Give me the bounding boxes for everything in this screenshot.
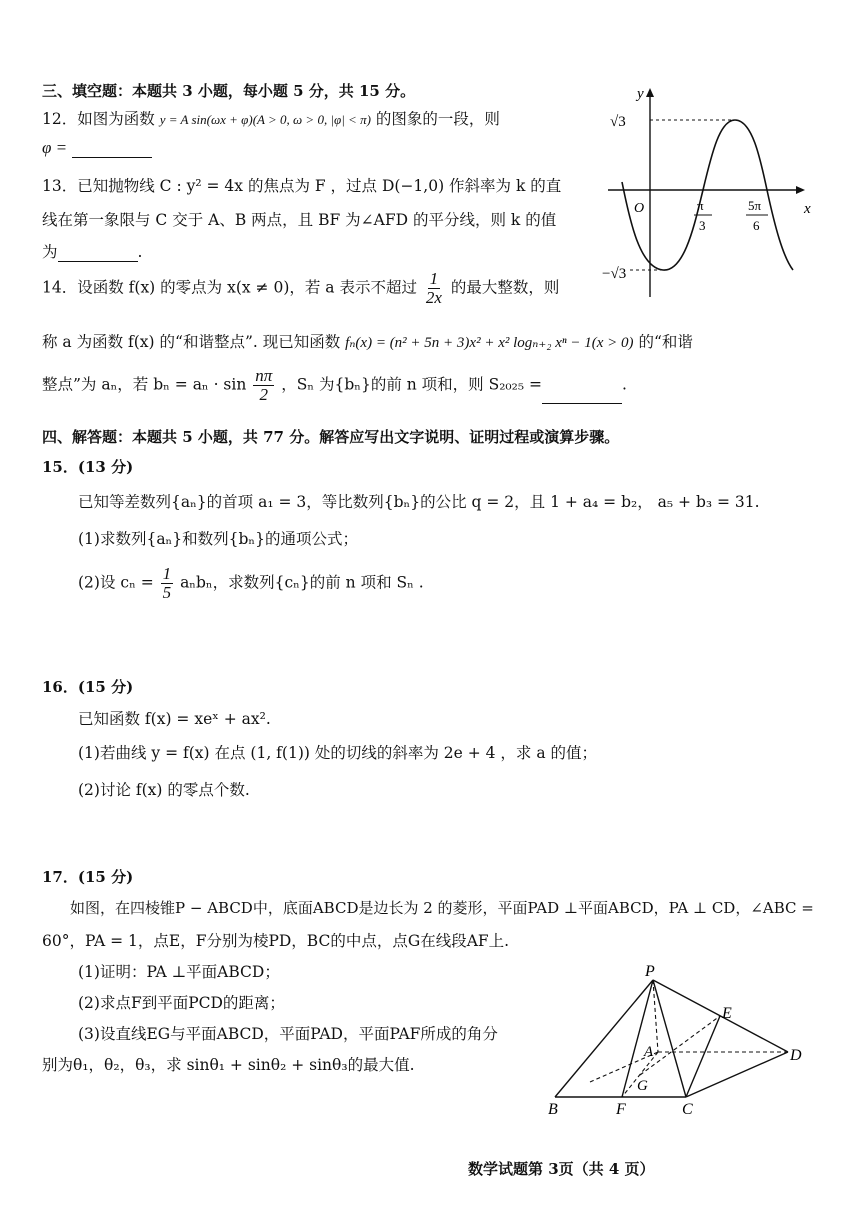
answer-blank — [72, 141, 152, 158]
question-15-part-1: (1)求数列{aₙ}和数列{bₙ}的通项公式； — [78, 530, 358, 548]
function-formula: y = A sin(ωx + φ)(A > 0, ω > 0, |φ| < π) — [159, 112, 371, 127]
vertex-label-E: E — [722, 1005, 732, 1022]
sine-graph-figure — [600, 82, 815, 302]
question-13-line-2: 线在第一象限与 C 交于 A、B 两点，且 BF 为∠AFD 的平分线，则 k 的值 — [42, 211, 557, 229]
question-text: 的最大整数，则 — [450, 278, 560, 297]
question-text: 设函数 f(x) 的零点为 x(x ≠ 0)，若 a 表示不超过 — [77, 278, 417, 297]
question-17-part-2: (2)求点F到平面PCD的距离； — [78, 994, 285, 1012]
vertex-label-A: A — [644, 1044, 654, 1060]
vertex-label-B: B — [548, 1101, 558, 1118]
fraction-numerator: nπ — [255, 366, 273, 385]
y-axis-arrow — [646, 88, 654, 97]
vertex-label-D: D — [790, 1047, 802, 1064]
fraction-denominator: 2 — [259, 384, 269, 404]
question-15-part-2 — [78, 565, 424, 602]
edge-PD — [653, 980, 788, 1052]
question-text: 已知抛物线 C : y² = 4x 的焦点为 F ，过点 D(−1,0) 作斜率为 k 的直 — [77, 177, 562, 195]
tick-label-5pi-6-den: 6 — [753, 218, 760, 233]
edge-PC — [653, 980, 686, 1097]
fraction — [253, 367, 274, 404]
y-min-label: −√3 — [602, 266, 627, 282]
question-17-part-1: (1)证明：PA ⊥平面ABCD； — [78, 963, 280, 981]
fraction — [161, 565, 174, 602]
question-12 — [42, 107, 500, 129]
question-14-line-2 — [42, 330, 693, 352]
tick-label-pi-3-num: π — [697, 198, 704, 213]
tick-label-5pi-6-num: 5π — [748, 198, 762, 213]
question-16-part-2: (2)讨论 f(x) 的零点个数. — [78, 781, 250, 799]
fraction-numerator: 1 — [162, 564, 172, 583]
question-text: (2)设 cₙ = — [78, 573, 154, 592]
question-15-head: 15．(13 分) — [42, 458, 134, 476]
question-14-line-3: 整点”为 aₙ，若 bₙ = aₙ · sin $\frac{n\pi}{2}$ ，Sₙ 为{bₙ}的前 n 项和，则 S₂₀₂₅ = . — [42, 366, 627, 404]
question-17-head: 17．(15 分) — [42, 868, 134, 886]
question-number: 14． — [42, 278, 78, 297]
question-text: aₙbₙ，求数列{cₙ}的前 n 项和 Sₙ . — [180, 573, 424, 592]
point-label-F: F — [616, 1101, 626, 1118]
point-label-G: G — [637, 1078, 648, 1094]
fraction-numerator: 1 — [429, 269, 439, 288]
pyramid-figure — [540, 962, 820, 1122]
y-axis-label: y — [637, 86, 644, 102]
vertex-label-C: C — [682, 1101, 693, 1118]
question-text: 称 a 为函数 f(x) 的“和谐整点”. 现已知函数 — [42, 333, 341, 351]
question-text: 如图为函数 — [77, 110, 155, 128]
answer-label: φ = — [42, 138, 68, 157]
question-text: ，Sₙ 为{bₙ}的前 n 项和，则 S₂₀₂₅ = — [281, 375, 542, 394]
function-formula: fₙ(x) = (n² + 5n + 3)x² + x² logₙ₊₂ xⁿ − 1(x > 0) — [345, 335, 634, 351]
x-axis-label: x — [804, 201, 811, 217]
question-16-head: 16．(15 分) — [42, 678, 134, 696]
fraction-denominator: 5 — [162, 582, 172, 602]
question-17-part-3: (3)设直线EG与平面ABCD，平面PAD，平面PAF所成的角分 — [78, 1025, 498, 1043]
y-max-label: √3 — [610, 114, 626, 130]
question-13-line-1 — [42, 174, 561, 196]
vertex-label-P: P — [645, 963, 655, 980]
page-footer: 数学试题第 3页（共 4 页） — [468, 1160, 655, 1178]
question-text: 为 — [42, 243, 58, 261]
question-text: 的图象的一段，则 — [375, 110, 500, 128]
question-number: 12． — [42, 110, 78, 128]
section-heading-solutions: 四、解答题：本题共 5 小题，共 77 分。解答应写出文字说明、证明过程或演算步骤。 — [42, 428, 620, 446]
question-16-stem: 已知函数 f(x) = xeˣ + ax². — [78, 710, 271, 728]
section-heading-fill-in: 三、填空题：本题共 3 小题，每小题 5 分，共 15 分。 — [42, 82, 416, 100]
question-17-line-2: 60°，PA = 1，点E，F分别为棱PD，BC的中点，点G在线段AF上. — [42, 932, 510, 950]
fraction — [424, 270, 444, 307]
question-15-stem: 已知等差数列{aₙ}的首项 a₁ = 3，等比数列{bₙ}的公比 q = 2，且 1 + a₄ = b₂， a₅ + b₃ = 31. — [78, 493, 760, 511]
question-16-part-1: (1)若曲线 y = f(x) 在点 (1, f(1)) 处的切线的斜率为 2e + 4 ，求 a 的值； — [78, 744, 598, 762]
fraction-denominator: 2x — [425, 287, 442, 307]
question-text: 整点”为 aₙ，若 bₙ = aₙ · sin — [42, 375, 247, 394]
x-axis-arrow — [796, 186, 805, 194]
question-17-line-1: 如图，在四棱锥P − ABCD中，底面ABCD是边长为 2 的菱形，平面PAD ⊥平面ABCD，PA ⊥ CD，∠ABC = — [70, 899, 814, 917]
answer-blank — [542, 387, 622, 404]
question-12-answer — [42, 138, 152, 158]
tick-label-pi-3-den: 3 — [699, 218, 706, 233]
question-number: 13． — [42, 177, 78, 195]
question-17-part-3-cont: 别为θ₁，θ₂，θ₃，求 sinθ₁ + sinθ₂ + sinθ₃的最大值. — [42, 1056, 415, 1074]
question-13-line-3: 为 . — [42, 243, 143, 261]
origin-label: O — [634, 201, 645, 216]
sine-curve — [622, 120, 793, 270]
question-text: 的“和谐 — [638, 333, 693, 351]
question-14-line-1 — [42, 270, 559, 307]
answer-blank — [58, 245, 138, 262]
